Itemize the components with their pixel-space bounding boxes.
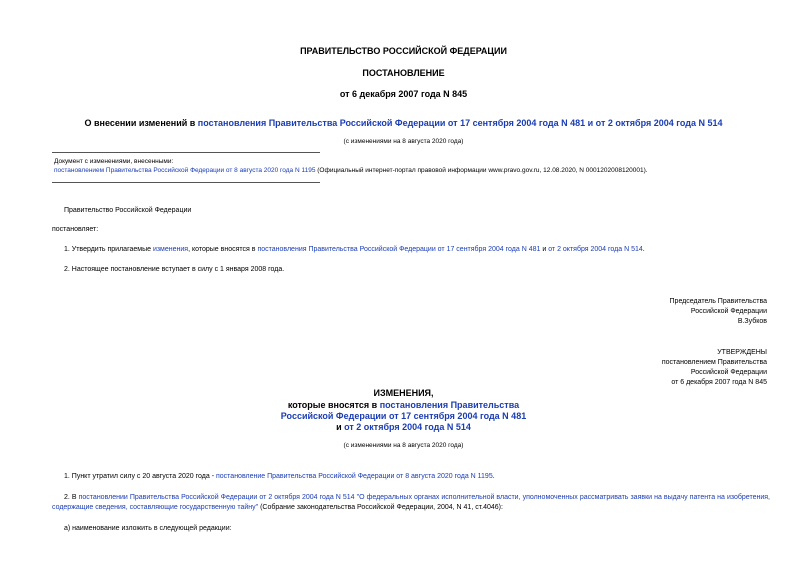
doc-title-prefix: О внесении изменений в xyxy=(84,118,198,128)
change-item-2 xyxy=(52,493,770,513)
changes-subtitle-2 xyxy=(0,411,807,421)
amendments-label: Документ с изменениями, внесенными: xyxy=(54,158,174,165)
signature-line-3: В.Зубков xyxy=(737,318,767,325)
changes-subtitle-3 xyxy=(0,422,807,432)
doc-title-link[interactable]: постановления Правительства Российской Федерации от 17 сентября 2004 года N 481 и от 2 октября 2004 года N 514 xyxy=(197,118,723,128)
approval-line-1: УТВЕРЖДЕНЫ xyxy=(717,349,767,356)
changes-subtitle-1 xyxy=(0,400,807,410)
changes-title: ИЗМЕНЕНИЯ, xyxy=(373,388,434,398)
doc-date-heading: от 6 декабря 2007 года N 845 xyxy=(339,89,468,99)
change-item-2-end: (Собрание законодательства Российской Федерации, 2004, N 41, ст.4046): xyxy=(258,504,503,511)
change-item-1 xyxy=(64,473,495,480)
approval-line-2: постановлением Правительства xyxy=(661,359,767,366)
amendments-link[interactable]: постановлением Правительства Российской Федерации от 8 августа 2020 года N 1195 xyxy=(54,167,316,174)
approval-line-3: Российской Федерации xyxy=(690,369,767,376)
item-1-prefix: 1. Утвердить прилагаемые xyxy=(64,246,153,253)
resolves-text: постановляет: xyxy=(52,226,99,233)
item-2: 2. Настоящее постановление вступает в силу с 1 января 2008 года. xyxy=(64,266,285,273)
changes-subtitle-prefix: которые вносятся в xyxy=(287,400,380,410)
item-1-changes-link[interactable]: изменения xyxy=(152,246,189,253)
changes-subtitle-link-3[interactable]: от 2 октября 2004 года N 514 xyxy=(344,422,471,432)
issuer-text: Правительство Российской Федерации xyxy=(64,207,192,214)
item-1-resolution-481-link[interactable]: постановления Правительства Российской Федерации от 17 сентября 2004 года N 481 xyxy=(257,246,541,253)
change-item-2-link[interactable]: постановлении Правительства Российской Федерации от 2 октября 2004 года N 514 "О федеральных органах исполнительной власти, уполномоченных рассматривать заявки на выдачу патента на изобретения, содержащие сведения, составляющие государственную тайну" xyxy=(52,494,770,511)
changes-amended-note: (с изменениями на 8 августа 2020 года) xyxy=(343,442,464,449)
item-1-and: и xyxy=(540,246,549,253)
change-item-3: а) наименование изложить в следующей редакции: xyxy=(64,525,232,532)
box-top-rule xyxy=(52,152,320,153)
change-item-1-link[interactable]: постановление Правительства Российской Федерации от 8 августа 2020 года N 1195 xyxy=(215,473,493,480)
item-1 xyxy=(64,246,645,253)
amendments-line xyxy=(54,167,648,174)
changes-subtitle-link-2[interactable]: Российской Федерации от 17 сентября 2004 года N 481 xyxy=(280,411,527,421)
government-heading: ПРАВИТЕЛЬСТВО РОССИЙСКОЙ ФЕДЕРАЦИИ xyxy=(300,46,507,56)
signature-line-1: Председатель Правительства xyxy=(669,298,767,305)
approval-line-4: от 6 декабря 2007 года N 845 xyxy=(671,379,767,386)
change-item-2-prefix: 2. В xyxy=(64,494,79,501)
amended-note: (с изменениями на 8 августа 2020 года) xyxy=(343,138,464,145)
doc-title xyxy=(0,118,807,128)
item-1-resolution-514-link[interactable]: от 2 октября 2004 года N 514 xyxy=(548,246,643,253)
amendments-source: (Официальный интернет-портал правовой информации www.pravo.gov.ru, 12.08.2020, N 0001202008120001). xyxy=(315,167,648,174)
item-1-end: . xyxy=(642,246,645,253)
changes-subtitle-link-1[interactable]: постановления Правительства xyxy=(379,400,520,410)
doc-type-heading: ПОСТАНОВЛЕНИЕ xyxy=(362,68,445,78)
change-item-1-end: . xyxy=(492,473,495,480)
box-bottom-rule xyxy=(52,182,320,183)
signature-line-2: Российской Федерации xyxy=(690,308,767,315)
change-item-1-prefix: 1. Пункт утратил силу с 20 августа 2020 года - xyxy=(64,473,216,480)
item-1-mid: , которые вносятся в xyxy=(188,246,258,253)
changes-subtitle-and: и xyxy=(336,422,345,432)
